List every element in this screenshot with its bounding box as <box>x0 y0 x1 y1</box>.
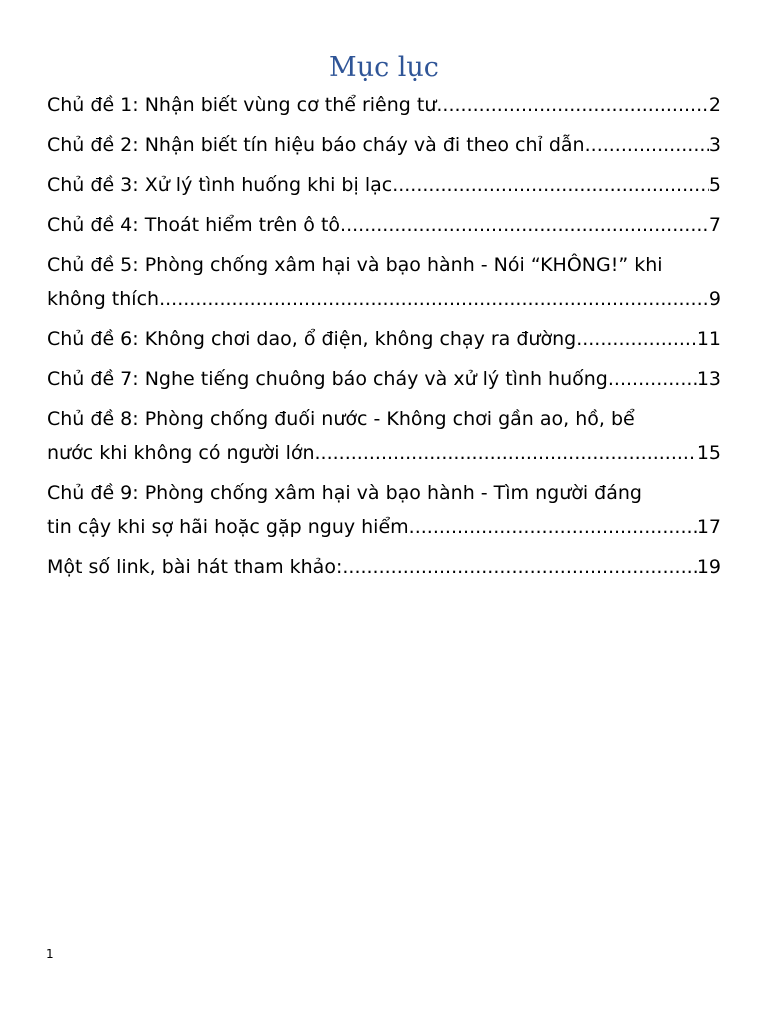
toc-entry-line <box>47 282 721 316</box>
toc-page-number: 19 <box>696 556 721 578</box>
dot-leader <box>576 322 697 356</box>
toc-entry-text: Chủ đề 7: Nghe tiếng chuông báo cháy và xử lý tình huống <box>47 368 608 390</box>
dot-leader <box>342 550 696 584</box>
toc-entry-6[interactable] <box>47 322 721 356</box>
dot-leader <box>409 510 697 544</box>
toc-title: Mục lục <box>329 52 439 83</box>
toc-page-number: 13 <box>696 368 721 390</box>
dot-leader <box>159 282 709 316</box>
toc-entry-line <box>47 208 721 242</box>
toc-entry-line <box>47 436 721 470</box>
toc-entry-9[interactable] <box>47 476 721 544</box>
toc-entry-4[interactable] <box>47 208 721 242</box>
toc-entry-10[interactable] <box>47 550 721 584</box>
toc-entry-line <box>47 550 721 584</box>
toc-page-number: 11 <box>696 328 721 350</box>
toc-entry-line <box>47 402 721 436</box>
toc-entry-line <box>47 88 721 122</box>
toc-entry-text: Chủ đề 8: Phòng chống đuối nước - Không chơi gần ao, hồ, bể <box>47 408 635 430</box>
toc-entry-line <box>47 128 721 162</box>
dot-leader <box>392 168 709 202</box>
toc-entry-text: Chủ đề 4: Thoát hiểm trên ô tô <box>47 214 341 236</box>
toc-page-number: 5 <box>708 174 721 196</box>
toc-entry-3[interactable] <box>47 168 721 202</box>
toc-entry-text: Chủ đề 9: Phòng chống xâm hại và bạo hành - Tìm người đáng <box>47 482 642 504</box>
toc-entry-text: Chủ đề 1: Nhận biết vùng cơ thể riêng tư <box>47 94 437 116</box>
toc-page-number: 3 <box>708 134 721 156</box>
page-number: 1 <box>46 947 54 961</box>
toc-entry-7[interactable] <box>47 362 721 396</box>
dot-leader <box>436 88 709 122</box>
toc-entry-line <box>47 248 721 282</box>
toc-entry-1[interactable] <box>47 88 721 122</box>
toc-entry-text: Chủ đề 5: Phòng chống xâm hại và bạo hành - Nói “KHÔNG!” khi <box>47 254 663 276</box>
toc-entry-text: nước khi không có người lớn <box>47 442 315 464</box>
dot-leader <box>340 208 709 242</box>
toc-list <box>47 88 721 590</box>
toc-entry-text: tin cậy khi sợ hãi hoặc gặp nguy hiểm <box>47 516 409 538</box>
dot-leader <box>315 436 697 470</box>
toc-entry-line <box>47 168 721 202</box>
toc-page-number: 7 <box>708 214 721 236</box>
dot-leader <box>585 128 709 162</box>
toc-page-number: 15 <box>696 442 721 464</box>
toc-entry-text: Chủ đề 2: Nhận biết tín hiệu báo cháy và đi theo chỉ dẫn <box>47 134 585 156</box>
toc-entry-line <box>47 510 721 544</box>
dot-leader <box>608 362 697 396</box>
toc-entry-text: Một số link, bài hát tham khảo: <box>47 556 343 578</box>
toc-entry-text: Chủ đề 6: Không chơi dao, ổ điện, không chạy ra đường <box>47 328 577 350</box>
toc-entry-8[interactable] <box>47 402 721 470</box>
toc-entry-text: Chủ đề 3: Xử lý tình huống khi bị lạc <box>47 174 393 196</box>
toc-page-number: 2 <box>708 94 721 116</box>
toc-page-number: 17 <box>696 516 721 538</box>
toc-entry-text: không thích <box>47 288 160 310</box>
toc-entry-2[interactable] <box>47 128 721 162</box>
toc-page-number: 9 <box>708 288 721 310</box>
toc-entry-line <box>47 362 721 396</box>
toc-entry-line <box>47 476 721 510</box>
toc-entry-5[interactable] <box>47 248 721 316</box>
toc-entry-line <box>47 322 721 356</box>
